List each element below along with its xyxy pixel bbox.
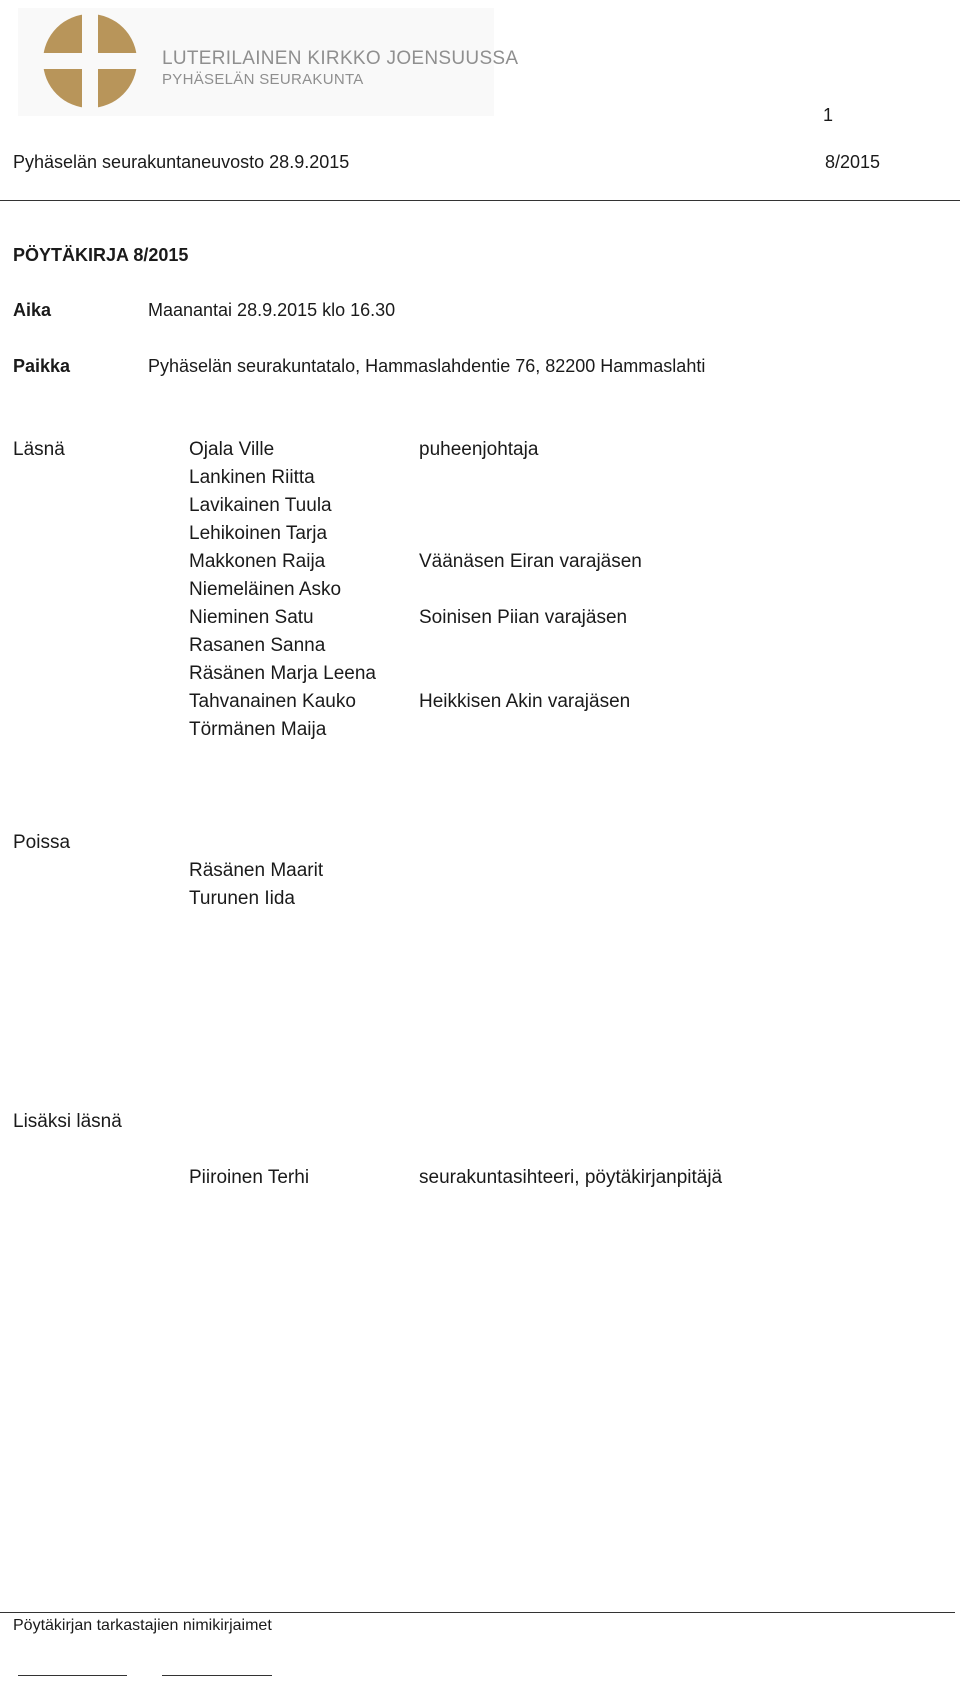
logo-parish-name: PYHÄSELÄN SEURAKUNTA bbox=[162, 71, 364, 88]
member-role: Soinisen Piian varajäsen bbox=[419, 607, 628, 628]
member-name: Niemeläinen Asko bbox=[189, 579, 342, 600]
footer-initials-label: Pöytäkirjan tarkastajien nimikirjaimet bbox=[13, 1617, 272, 1634]
minutes-number: 8/2015 bbox=[825, 152, 881, 172]
page-number: 1 bbox=[823, 105, 834, 125]
additional-role: seurakuntasihteeri, pöytäkirjanpitäjä bbox=[419, 1167, 723, 1188]
member-name: Rasanen Sanna bbox=[189, 635, 326, 656]
member-name: Ojala Ville bbox=[189, 439, 275, 460]
member-name: Lehikoinen Tarja bbox=[189, 523, 328, 544]
member-name: Lavikainen Tuula bbox=[189, 495, 332, 516]
place-value: Pyhäselän seurakuntatalo, Hammaslahdentie 76, 82200 Hammaslahti bbox=[148, 356, 706, 376]
member-role: puheenjohtaja bbox=[419, 439, 539, 460]
member-name: Törmänen Maija bbox=[189, 719, 327, 740]
header-divider bbox=[0, 200, 960, 201]
member-name: Makkonen Raija bbox=[189, 551, 326, 572]
document-title: PÖYTÄKIRJA 8/2015 bbox=[13, 245, 189, 265]
absent-label: Poissa bbox=[13, 832, 71, 853]
present-label: Läsnä bbox=[13, 439, 65, 460]
initials-line bbox=[18, 1675, 127, 1676]
parish-logo bbox=[18, 8, 519, 116]
place-label: Paikka bbox=[13, 356, 71, 376]
initials-line bbox=[162, 1675, 272, 1676]
additional-name: Piiroinen Terhi bbox=[189, 1167, 310, 1188]
member-name: Tahvanainen Kauko bbox=[189, 691, 356, 712]
member-role: Heikkisen Akin varajäsen bbox=[419, 691, 631, 712]
additional-label: Lisäksi läsnä bbox=[13, 1111, 122, 1132]
member-name: Nieminen Satu bbox=[189, 607, 314, 628]
logo-church-name: LUTERILAINEN KIRKKO JOENSUUSSA bbox=[162, 48, 519, 69]
meeting-title: Pyhäselän seurakuntaneuvosto 28.9.2015 bbox=[13, 152, 350, 172]
time-label: Aika bbox=[13, 300, 52, 320]
time-value: Maanantai 28.9.2015 klo 16.30 bbox=[148, 300, 396, 320]
absent-member-name: Räsänen Maarit bbox=[189, 860, 324, 881]
cross-emblem-icon bbox=[42, 13, 138, 109]
member-role: Väänäsen Eiran varajäsen bbox=[419, 551, 642, 572]
member-name: Lankinen Riitta bbox=[189, 467, 315, 488]
footer-divider bbox=[0, 1612, 955, 1613]
member-name: Räsänen Marja Leena bbox=[189, 663, 376, 684]
absent-member-name: Turunen Iida bbox=[189, 888, 295, 909]
